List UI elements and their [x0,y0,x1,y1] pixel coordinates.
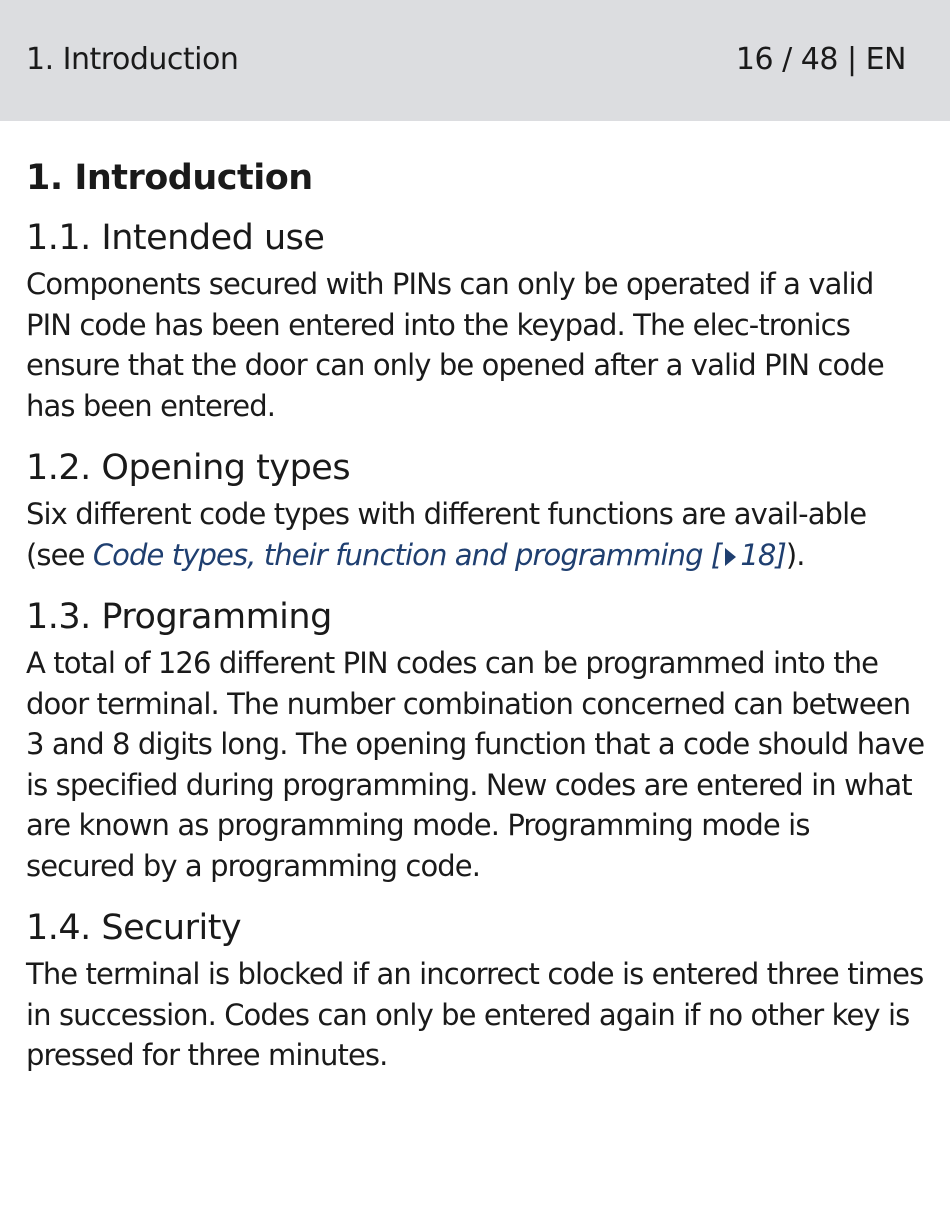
page-reference-arrow-icon [725,548,736,566]
link-text: Code types, their function and programming [92,537,703,572]
link-ref-open: [ [710,537,722,572]
body-text-before-link: Six different code types with different functions are avail-able (see [26,497,867,572]
section-heading-security: 1.4. Security [26,908,242,948]
page-header [0,0,950,121]
section-body-intended-use: Components secured with PINs can only be operated if a valid PIN code has been entered into the keypad. The elec-tronics ensure that the door can only be opened after a valid PIN code has been entered. [26,267,884,423]
section-heading-opening-types: 1.2. Opening types [26,448,351,488]
body-text-after-link: ). [785,537,805,572]
section-body-programming: A total of 126 different PIN codes can be programmed into the door terminal. The number combination concerned can between 3 and 8 digits long. The opening function that a code should have is specified during programming. New codes are entered in what are known as programming mode. Programming mode is secured by a programming code. [26,646,925,883]
section-body-security: The terminal is blocked if an incorrect code is entered three times in succession. Codes can only be entered again if no other key is pressed for three minutes. [26,957,924,1072]
section-heading-programming: 1.3. Programming [26,597,332,637]
code-types-link[interactable] [93,538,786,572]
section-body-opening-types [26,494,926,575]
chapter-title: 1. Introduction [26,158,313,198]
header-section-title: 1. Introduction [26,42,239,77]
document-content [26,154,926,1094]
header-page-info: 16 / 48 | EN [735,42,906,77]
link-ref-page: 18 [740,537,776,572]
link-ref-close: ] [775,537,786,572]
section-heading-intended-use: 1.1. Intended use [26,218,325,258]
